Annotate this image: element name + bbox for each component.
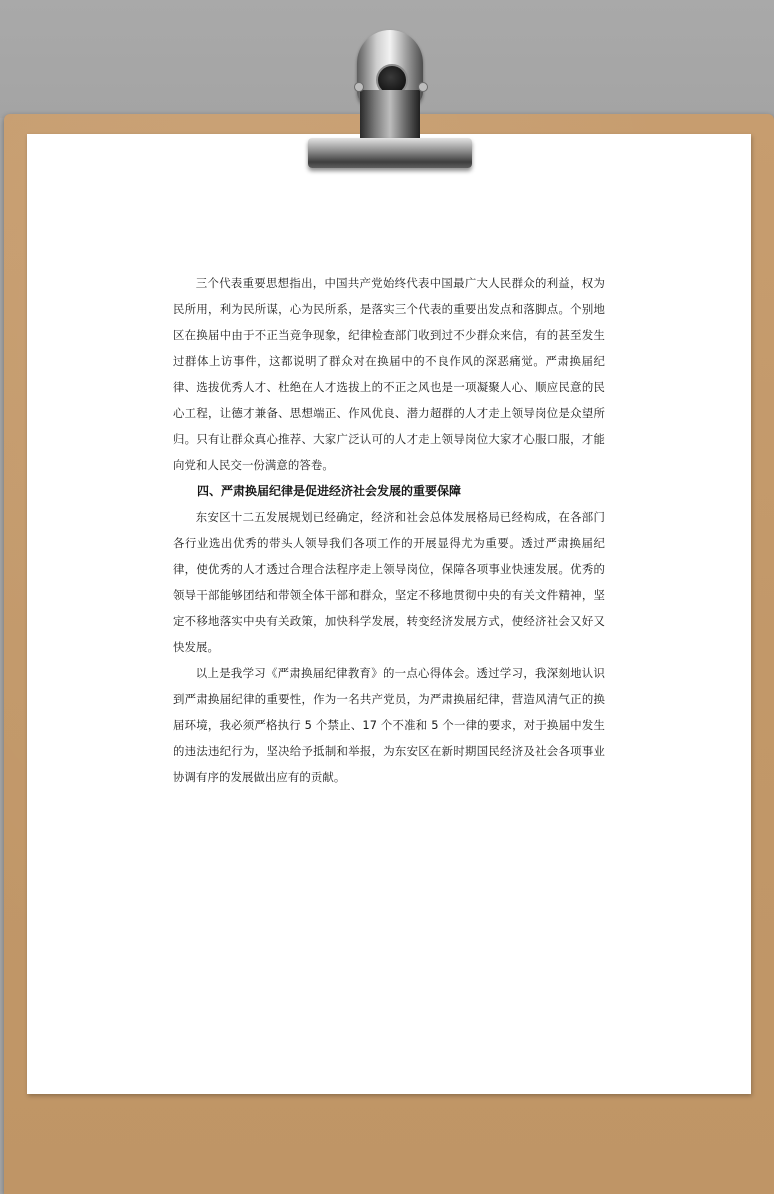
clip-pin-right xyxy=(418,82,428,92)
clip-pin-left xyxy=(354,82,364,92)
paragraph-dongan-development: 东安区十二五发展规划已经确定，经济和社会总体发展格局已经构成，在各部门各行业选出优秀的带头人领导我们各项工作的开展显得尤为重要。透过严肃换届纪律，使优秀的人才透过合理合法程序走上领导岗位，保障各项事业快速发展。优秀的领导干部能够团结和带领全体干部和群众，坚定不移地贯彻中央的有关文件精神，坚定不移地落实中央有关政策，加快科学发展，转变经济发展方式，使经济社会又好又快发展。 xyxy=(173,510,605,654)
paragraph-three-represents: 三个代表重要思想指出，中国共产党始终代表中国最广大人民群众的利益，权为民所用，利为民所谋，心为民所系，是落实三个代表的重要出发点和落脚点。个别地区在换届中由于不正当竞争现象，纪律检查部门收到过不少群众来信，有的甚至发生过群体上访事件，这都说明了群众对在换届中的不良作风的深恶痛觉。严肃换届纪律、选拔优秀人才、杜绝在人才选拔上的不正之风也是一项凝聚人心、顺应民意的民心工程，让德才兼备、思想端正、作风优良、潜力超群的人才走上领导岗位是众望所归。只有让群众真心推荐、大家广泛认可的人才走上领导岗位大家才心服口服，才能向党和人民交一份满意的答卷。 xyxy=(173,276,605,472)
binder-clip-icon xyxy=(300,20,480,180)
document-body xyxy=(173,270,605,790)
paragraph-conclusion: 以上是我学习《严肃换届纪律教育》的一点心得体会。透过学习，我深刻地认识到严肃换届纪律的重要性，作为一名共产党员，为严肃换届纪律，营造风清气正的换届环境，我必须严格执行 5 个禁止、17 个不准和 5 个一律的要求，对于换届中发生的违法违纪行为，坚决给予抵制和举报，为东安区在新时期国民经济及社会各项事业协调有序的发展做出应有的贡献。 xyxy=(173,666,605,784)
section-heading-four: 四、严肃换届纪律是促进经济社会发展的重要保障 xyxy=(197,484,462,498)
clip-plate xyxy=(308,138,472,168)
clip-body xyxy=(360,90,420,142)
